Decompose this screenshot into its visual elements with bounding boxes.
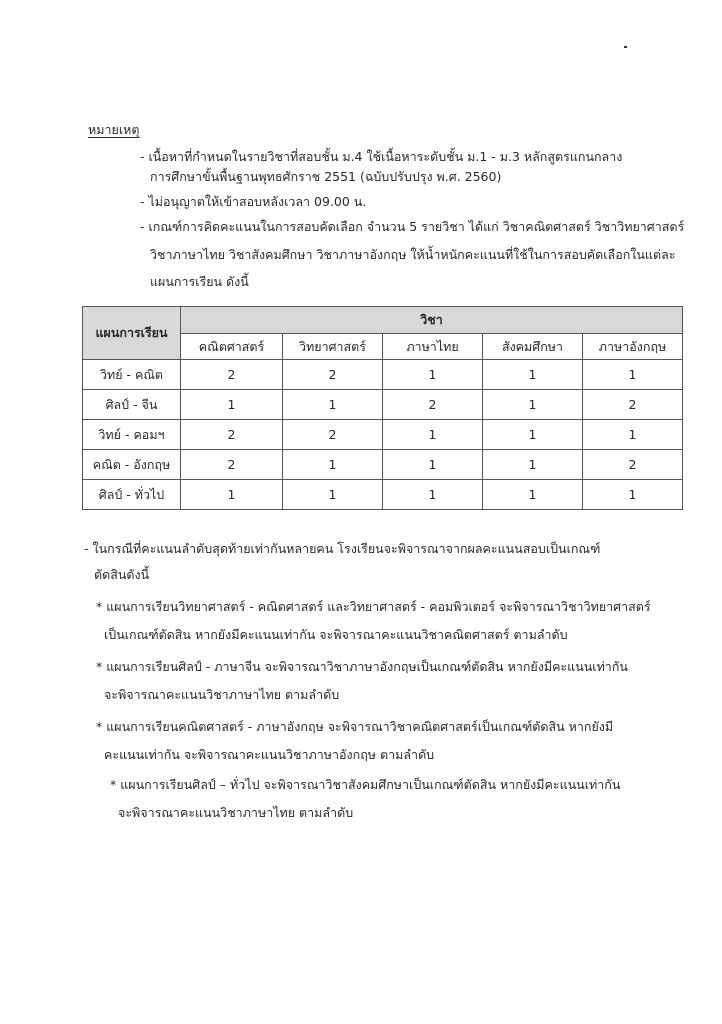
- note-line: การศึกษาขั้นพื้นฐานพุทธศักราช 2551 (ฉบับปรับปรุง พ.ศ. 2560): [150, 169, 502, 184]
- note-line: แผนการเรียน ดังนี้: [150, 274, 249, 289]
- score-cell: 1: [483, 390, 583, 420]
- score-cell: 1: [583, 480, 683, 510]
- score-cell: 1: [283, 480, 383, 510]
- subject-header-cell: ภาษาไทย: [383, 334, 483, 360]
- note-line: - เนื้อหาที่กำหนดในรายวิชาที่สอบชั้น ม.4 ใช้เนื้อหาระดับชั้น ม.1 - ม.3 หลักสูตรแกนกลาง: [140, 149, 623, 164]
- score-cell: 1: [383, 480, 483, 510]
- score-cell: 1: [383, 420, 483, 450]
- tiebreak-line: ตัดสินดังนี้: [94, 567, 150, 582]
- note-line: - เกณฑ์การคิดคะแนนในการสอบคัดเลือก จำนวน 5 รายวิชา ได้แก่ วิชาคณิตศาสตร์ วิชาวิทยาศาสตร์: [140, 219, 685, 234]
- score-cell: 2: [181, 360, 283, 390]
- score-cell: 2: [283, 420, 383, 450]
- table-row: [83, 420, 683, 450]
- score-cell: 1: [583, 420, 683, 450]
- tiebreak-line: คะแนนเท่ากัน จะพิจารณาคะแนนวิชาภาษาอังกฤษ ตามลำดับ: [104, 747, 435, 762]
- score-cell: 1: [583, 360, 683, 390]
- plan-cell: คณิต - อังกฤษ: [83, 450, 181, 480]
- score-cell: 1: [483, 480, 583, 510]
- score-cell: 1: [483, 420, 583, 450]
- plan-cell: วิทย์ - คณิต: [83, 360, 181, 390]
- score-cell: 1: [283, 390, 383, 420]
- score-cell: 1: [283, 450, 383, 480]
- score-weight-table: [82, 306, 683, 510]
- tiebreak-line: * แผนการเรียนคณิตศาสตร์ - ภาษาอังกฤษ จะพิจารณาวิชาคณิตศาสตร์เป็นเกณฑ์ตัดสิน หากยังมี: [96, 719, 614, 734]
- table-row: [83, 390, 683, 420]
- tiebreak-line: - ในกรณีที่คะแนนลำดับสุดท้ายเท่ากันหลายคน โรงเรียนจะพิจารณาจากผลคะแนนสอบเป็นเกณฑ์: [84, 541, 601, 556]
- score-cell: 2: [181, 450, 283, 480]
- tiebreak-line: * แผนการเรียนศิลป์ - ภาษาจีน จะพิจารณาวิชาภาษาอังกฤษเป็นเกณฑ์ตัดสิน หากยังมีคะแนนเท่ากัน: [96, 659, 628, 674]
- subject-header: วิชา: [181, 307, 683, 334]
- tiebreak-line: * แผนการเรียนศิลป์ – ทั่วไป จะพิจารณาวิชาสังคมศึกษาเป็นเกณฑ์ตัดสิน หากยังมีคะแนนเท่ากัน: [110, 777, 621, 792]
- subject-header-cell: สังคมศึกษา: [483, 334, 583, 360]
- score-cell: 2: [583, 450, 683, 480]
- note-line: - ไม่อนุญาตให้เข้าสอบหลังเวลา 09.00 น.: [140, 194, 367, 209]
- score-cell: 2: [283, 360, 383, 390]
- subject-header-cell: คณิตศาสตร์: [181, 334, 283, 360]
- score-cell: 1: [181, 480, 283, 510]
- plan-cell: ศิลป์ - ทั่วไป: [83, 480, 181, 510]
- score-cell: 1: [383, 360, 483, 390]
- score-cell: 2: [583, 390, 683, 420]
- subject-header-cell: ภาษาอังกฤษ: [583, 334, 683, 360]
- notes-heading: หมายเหตุ: [88, 122, 140, 137]
- score-cell: 1: [181, 390, 283, 420]
- score-cell: 1: [383, 450, 483, 480]
- table-row: [83, 360, 683, 390]
- plan-header: แผนการเรียน: [83, 307, 181, 360]
- score-cell: 1: [483, 360, 583, 390]
- tiebreak-line: * แผนการเรียนวิทยาศาสตร์ - คณิตศาสตร์ และวิทยาศาสตร์ - คอมพิวเตอร์ จะพิจารณาวิชาวิทยาศาสตร์: [96, 599, 651, 614]
- plan-cell: ศิลป์ - จีน: [83, 390, 181, 420]
- scan-mark: [624, 46, 627, 48]
- tiebreak-line: จะพิจารณาคะแนนวิชาภาษาไทย ตามลำดับ: [104, 687, 340, 702]
- score-cell: 1: [483, 450, 583, 480]
- subject-header-cell: วิทยาศาสตร์: [283, 334, 383, 360]
- tiebreak-line: เป็นเกณฑ์ตัดสิน หากยังมีคะแนนเท่ากัน จะพิจารณาคะแนนวิชาคณิตศาสตร์ ตามลำดับ: [104, 627, 568, 642]
- table-row: [83, 450, 683, 480]
- plan-cell: วิทย์ - คอมฯ: [83, 420, 181, 450]
- score-cell: 2: [383, 390, 483, 420]
- tiebreak-line: จะพิจารณาคะแนนวิชาภาษาไทย ตามลำดับ: [118, 805, 354, 820]
- note-line: วิชาภาษาไทย วิชาสังคมศึกษา วิชาภาษาอังกฤษ ให้น้ำหนักคะแนนที่ใช้ในการสอบคัดเลือกในแต่ละ: [150, 247, 676, 262]
- score-cell: 2: [181, 420, 283, 450]
- table-row: [83, 480, 683, 510]
